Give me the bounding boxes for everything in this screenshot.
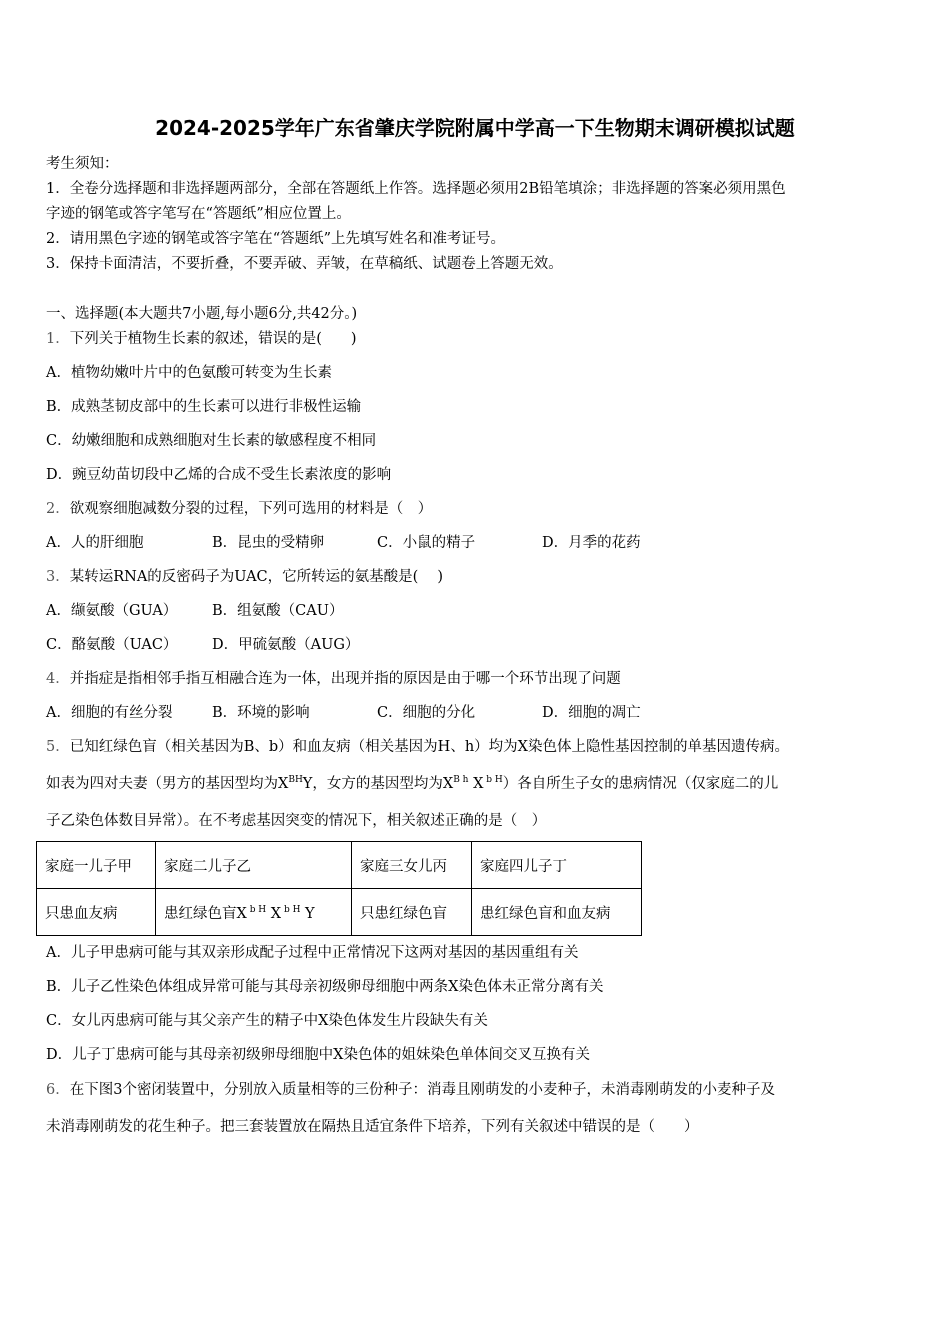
table-header-cell: 家庭四儿子丁: [472, 842, 642, 889]
question-stem: 下列关于植物生长素的叙述，错误的是( ): [69, 331, 357, 347]
q3-option-c: C．酪氨酸（UAC）: [46, 637, 178, 653]
q3-option-a: A．缬氨酸（GUA）: [46, 603, 178, 619]
stem-text: X: [468, 776, 484, 792]
question-2: [46, 497, 432, 518]
q2-option-c: C．小鼠的精子: [377, 535, 476, 551]
page-title: 2024-2025学年广东省肇庆学院附属中学高一下生物期末调研模拟试题: [155, 116, 795, 140]
table-cell: 只患血友病: [37, 889, 156, 936]
superscript: b H: [281, 904, 301, 915]
table-header-cell: 家庭二儿子乙: [156, 842, 352, 889]
superscript: BH: [288, 775, 303, 786]
question-6: [46, 1078, 775, 1099]
q5-option-b: B．儿子乙性染色体组成异常可能与其母亲初级卵母细胞中两条X染色体未正常分离有关: [46, 979, 604, 995]
question-5-line-3: 子乙染色体数目异常）。在不考虑基因突变的情况下，相关叙述正确的是（ ）: [46, 813, 547, 829]
q5-option-c: C．女儿丙患病可能与其父亲产生的精子中X染色体发生片段缺失有关: [46, 1013, 488, 1029]
q4-option-c: C．细胞的分化: [377, 705, 476, 721]
question-number: 3．: [46, 569, 70, 585]
cell-text: 患红绿色盲X: [164, 905, 247, 922]
notice-line-1-cont: 字迹的钢笔或答字笔写在“答题纸”相应位置上。: [46, 206, 351, 222]
stem-text: ）各自所生子女的患病情况（仅家庭二的儿: [502, 776, 779, 792]
table-cell: 患红绿色盲和血友病: [472, 889, 642, 936]
question-number: 2．: [46, 501, 70, 517]
notice-line-3: 3．保持卡面清洁，不要折叠，不要弄破、弄皱，在草稿纸、试题卷上答题无效。: [46, 256, 563, 272]
question-6-line-2: 未消毒刚萌发的花生种子。把三套装置放在隔热且适宜条件下培养，下列有关叙述中错误的是（ ）: [46, 1119, 699, 1135]
table-header-cell: 家庭一儿子甲: [37, 842, 156, 889]
q1-option-c: C．幼嫩细胞和成熟细胞对生长素的敏感程度不相同: [46, 433, 377, 449]
notice-heading: 考生须知：: [46, 156, 119, 172]
stem-text: 如表为四对夫妻（男方的基因型均为X: [46, 776, 289, 792]
superscript: b H: [483, 775, 503, 786]
family-table: [36, 841, 642, 936]
table-header-cell: 家庭三女儿丙: [352, 842, 472, 889]
question-stem: 欲观察细胞减数分裂的过程，下列可选用的材料是（ ）: [69, 501, 433, 517]
q5-option-d: D．儿子丁患病可能与其母亲初级卵母细胞中X染色体的姐妹染色单体间交叉互换有关: [46, 1047, 590, 1063]
question-number: 4．: [46, 671, 70, 687]
q2-option-a: A．人的肝细胞: [46, 535, 144, 551]
question-3: [46, 565, 443, 586]
q3-option-d: D．甲硫氨酸（AUG）: [212, 637, 360, 653]
question-stem: 并指症是指相邻手指互相融合连为一体，出现并指的原因是由于哪一个环节出现了问题: [69, 671, 621, 687]
stem-text: Y，女方的基因型均为X: [302, 776, 454, 792]
q4-option-b: B．环境的影响: [212, 705, 310, 721]
question-4: [46, 667, 621, 688]
section-heading: 一、选择题(本大题共7小题,每小题6分,共42分。): [46, 306, 358, 322]
question-1: [46, 327, 357, 348]
question-number: 1．: [46, 331, 70, 347]
cell-text: X: [266, 905, 282, 922]
table-cell: 只患红绿色盲: [352, 889, 472, 936]
superscript: B h: [453, 775, 469, 786]
table-row: [37, 889, 642, 936]
cell-text: Y: [300, 905, 315, 922]
question-stem: 某转运RNA的反密码子为UAC，它所转运的氨基酸是( ): [69, 569, 444, 585]
notice-line-2: 2．请用黑色字迹的钢笔或答字笔在“答题纸”上先填写姓名和准考证号。: [46, 231, 506, 247]
question-stem: 已知红绿色盲（相关基因为B、b）和血友病（相关基因为H、h）均为X染色体上隐性基因控制的单基因遗传病。: [69, 739, 789, 755]
table-row: [37, 842, 642, 889]
q4-option-a: A．细胞的有丝分裂: [46, 705, 173, 721]
question-stem: 在下图3个密闭装置中，分别放入质量相等的三份种子：消毒且刚萌发的小麦种子，未消毒刚萌发的小麦种子及: [69, 1082, 775, 1098]
notice-line-1: 1．全卷分选择题和非选择题两部分，全部在答题纸上作答。选择题必须用2B铅笔填涂；非选择题的答案必须用黑色: [46, 181, 786, 197]
q1-option-b: B．成熟茎韧皮部中的生长素可以进行非极性运输: [46, 399, 362, 415]
q1-option-a: A．植物幼嫩叶片中的色氨酸可转变为生长素: [46, 365, 332, 381]
question-number: 6．: [46, 1082, 70, 1098]
question-5-line-2: [46, 772, 778, 793]
q5-option-a: A．儿子甲患病可能与其双亲形成配子过程中正常情况下这两对基因的基因重组有关: [46, 945, 579, 961]
superscript: b H: [246, 904, 267, 915]
question-number: 5．: [46, 739, 70, 755]
q1-option-d: D．豌豆幼苗切段中乙烯的合成不受生长素浓度的影响: [46, 467, 392, 483]
q4-option-d: D．细胞的凋亡: [542, 705, 641, 721]
q2-option-b: B．昆虫的受精卵: [212, 535, 325, 551]
question-5: [46, 735, 789, 756]
q2-option-d: D．月季的花药: [542, 535, 641, 551]
table-cell: [156, 889, 352, 936]
q3-option-b: B．组氨酸（CAU）: [212, 603, 344, 619]
